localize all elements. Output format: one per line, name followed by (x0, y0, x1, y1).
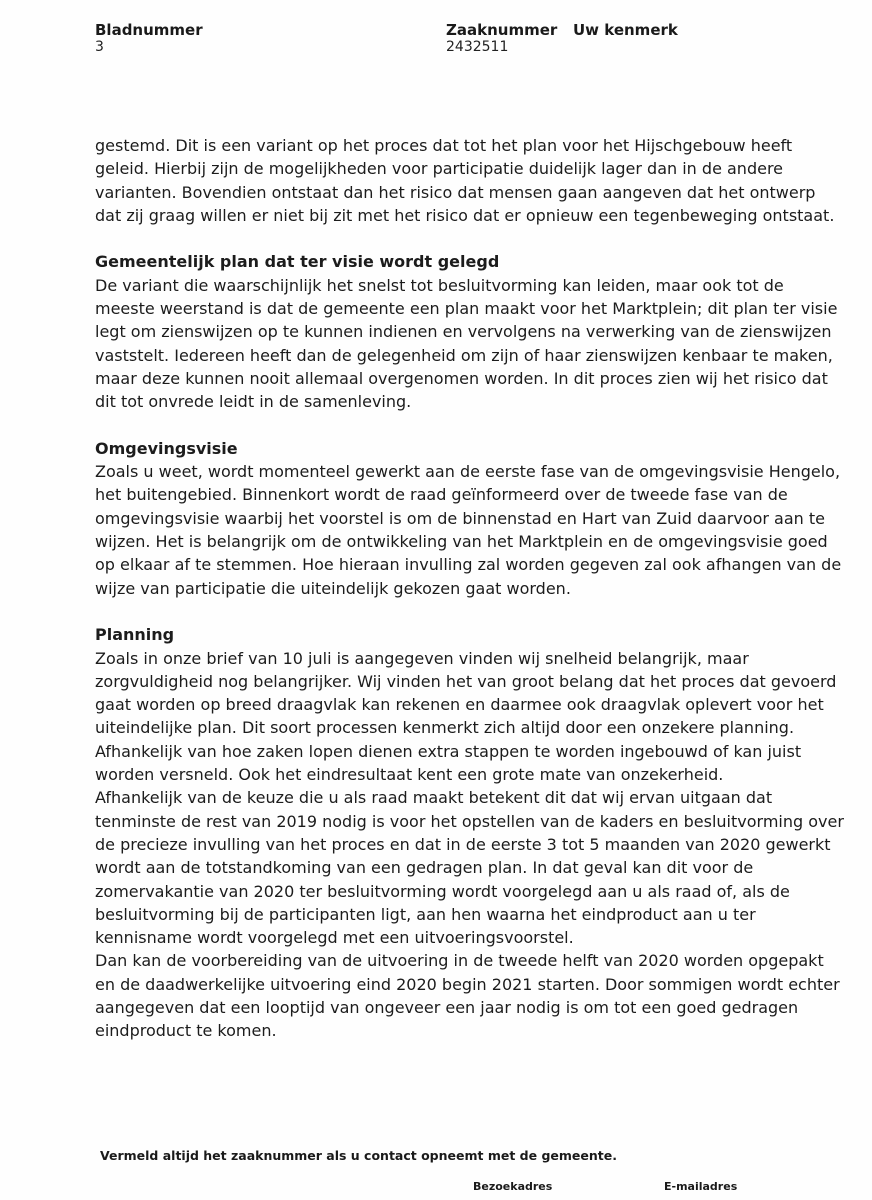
text-line: varianten. Bovendien ontstaat dan het risico dat mensen gaan aangeven dat het ontwerp (95, 182, 816, 202)
page-number-value: 3 (95, 39, 104, 55)
section-planning (95, 623, 844, 1042)
visit-address-label: Bezoekadres (473, 1180, 553, 1193)
section-heading: Omgevingsvisie (95, 438, 238, 458)
section-heading: Planning (95, 625, 175, 645)
text-line: dat zij graag willen er niet bij zit met het risico dat er opnieuw een tegenbeweging ontstaat. (95, 205, 835, 225)
text-line: zorgvuldigheid nog belangrijker. Wij vinden het van groot belang dat het proces dat gevoerd (95, 671, 837, 691)
text-line: meeste weerstand is dat de gemeente een plan maakt voor het Marktplein; dit plan ter visie (95, 299, 838, 319)
section-gemeentelijk-plan (95, 250, 838, 413)
text-line: wijze van participatie die uiteindelijk gekozen gaat worden. (95, 578, 571, 598)
text-line: kennisname wordt voorgelegd met een uitvoeringsvoorstel. (95, 928, 574, 948)
section-omgevingsvisie (95, 437, 842, 600)
text-line: op elkaar af te stemmen. Hoe hieraan invulling zal worden gegeven zal ook afhangen van de (95, 555, 842, 575)
text-line: tenminste de rest van 2019 nodig is voor het opstellen van de kaders en besluitvorming over (95, 811, 844, 831)
text-line: wijzen. Het is belangrijk om de ontwikkeling van het Marktplein en de omgevingsvisie goed (95, 532, 828, 552)
text-line: vaststelt. Iedereen heeft dan de gelegenheid om zijn of haar zienswijzen kenbaar te maken, (95, 345, 833, 365)
text-line: het buitengebied. Binnenkort wordt de raad geïnformeerd over de tweede fase van de (95, 485, 788, 505)
page-number-label: Bladnummer (95, 21, 203, 39)
text-line: Zoals u weet, wordt momenteel gewerkt aan de eerste fase van de omgevingsvisie Hengelo, (95, 462, 841, 482)
letter-body (95, 134, 844, 1043)
text-line: worden versneld. Ook het eindresultaat kent een grote mate van onzekerheid. (95, 765, 724, 785)
text-line: dit tot onvrede leidt in de samenleving. (95, 392, 412, 412)
text-line: Afhankelijk van de keuze die u als raad maakt betekent dit dat wij ervan uitgaan dat (95, 788, 773, 808)
text-line: Afhankelijk van hoe zaken lopen dienen extra stappen te worden ingebouwd of kan juist (95, 741, 802, 761)
text-line: de precieze invulling van het proces en dat in de eerste 3 tot 5 maanden van 2020 gewerkt (95, 834, 831, 854)
text-line: gaat worden op breed draagvlak kan rekenen en daarmee ook draagvlak oplevert voor het (95, 695, 824, 715)
text-line: maar deze kunnen nooit allemaal overgenomen worden. In dit proces zien wij het risico dat (95, 368, 828, 388)
text-line: uiteindelijke plan. Dit soort processen kenmerkt zich altijd door een onzekere planning. (95, 718, 795, 738)
footer-note: Vermeld altijd het zaaknummer als u contact opneemt met de gemeente. (100, 1148, 617, 1163)
case-number-value: 2432511 (446, 39, 509, 55)
text-line: De variant die waarschijnlijk het snelst tot besluitvorming kan leiden, maar ook tot de (95, 275, 784, 295)
text-line: en de daadwerkelijke uitvoering eind 2020 begin 2021 starten. Door sommigen wordt echter (95, 974, 840, 994)
text-line: wordt aan de totstandkoming van een gedragen plan. In dat geval kan dit voor de (95, 858, 754, 878)
email-label: E-mailadres (664, 1180, 738, 1193)
text-line: eindproduct te komen. (95, 1021, 277, 1041)
text-line: gestemd. Dit is een variant op het proces dat tot het plan voor het Hijschgebouw heeft (95, 136, 793, 155)
text-line: geleid. Hierbij zijn de mogelijkheden voor participatie duidelijk lager dan in de andere (95, 159, 784, 179)
text-line: omgevingsvisie waarbij het voorstel is om de binnenstad en Hart van Zuid daarvoor aan te (95, 508, 825, 528)
case-number-label: Zaaknummer (446, 21, 558, 39)
text-line: besluitvorming bij de participanten ligt, aan hen waarna het eindproduct aan u ter (95, 904, 756, 924)
text-line: Zoals in onze brief van 10 juli is aangegeven vinden wij snelheid belangrijk, maar (95, 648, 749, 668)
text-line: aangegeven dat een looptijd van ongeveer een jaar nodig is om tot een goed gedragen (95, 997, 799, 1017)
section-heading: Gemeentelijk plan dat ter visie wordt gelegd (95, 252, 500, 272)
text-line: zomervakantie van 2020 ter besluitvorming wordt voorgelegd aan u als raad of, als de (95, 881, 790, 901)
text-line: legt om zienswijzen op te kunnen indienen en vervolgens na verwerking van de zienswijzen (95, 322, 832, 342)
text-line: Dan kan de voorbereiding van de uitvoering in de tweede helft van 2020 worden opgepakt (95, 951, 824, 971)
intro-paragraph (95, 134, 835, 227)
reference-label: Uw kenmerk (573, 21, 678, 39)
